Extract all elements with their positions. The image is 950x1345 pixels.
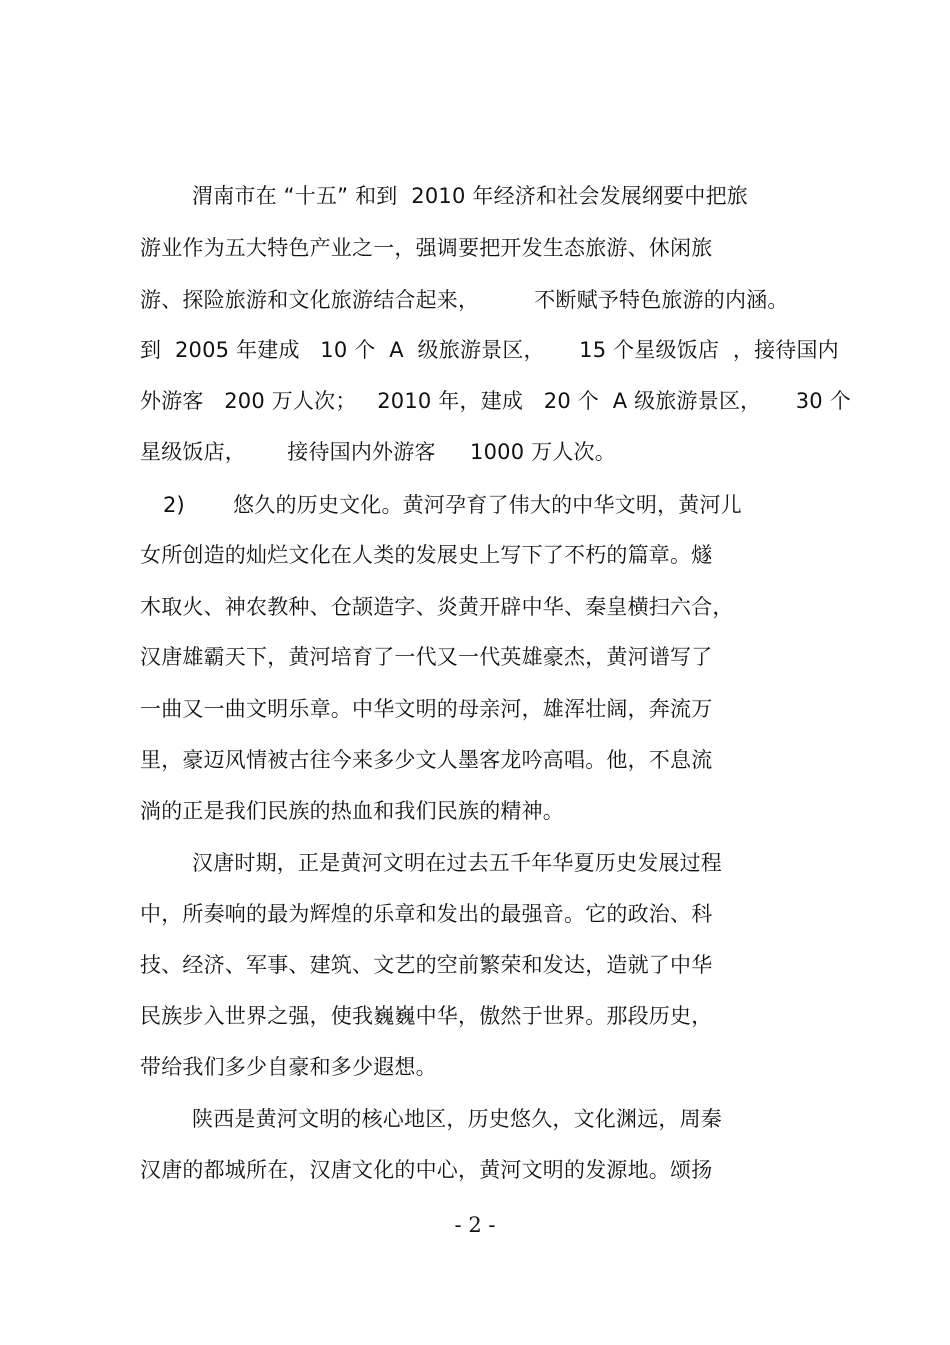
- text-line: 女所创造的灿烂文化在人类的发展史上写下了不朽的篇章。燧: [140, 543, 713, 567]
- text-line: 汉唐时期，正是黄河文明在过去五千年华夏历史发展过程: [192, 851, 722, 875]
- text-line: 游业作为五大特色产业之一，强调要把开发生态旅游、休闲旅: [140, 236, 713, 260]
- text-line: 到 2005 年建成 10 个 A 级旅游景区， 15 个星级饭店 ，接待国内: [140, 338, 839, 362]
- text-line: 陕西是黄河文明的核心地区，历史悠久，文化渊远，周秦: [192, 1107, 722, 1131]
- text-line: 渭南市在 “十五” 和到 2010 年经济和社会发展纲要中把旅: [192, 184, 748, 208]
- text-line: 带给我们多少自豪和多少遐想。: [140, 1055, 437, 1079]
- text-line: 外游客 200 万人次； 2010 年，建成 20 个 A 级旅游景区， 30 个: [140, 389, 851, 413]
- text-line: 民族步入世界之强，使我巍巍中华，傲然于世界。那段历史，: [140, 1004, 713, 1028]
- text-line: 汉唐雄霸天下，黄河培育了一代又一代英雄豪杰，黄河谱写了: [140, 645, 713, 669]
- text-line: 一曲又一曲文明乐章。中华文明的母亲河，雄浑壮阔，奔流万: [140, 697, 713, 721]
- page-number: - 2 -: [454, 1213, 496, 1237]
- text-line: 里，豪迈风情被古往今来多少文人墨客龙吟高唱。他，不息流: [140, 748, 713, 772]
- text-line: 木取火、神农教种、仓颉造字、炎黄开辟中华、秦皇横扫六合，: [140, 595, 734, 619]
- text-line: 汉唐的都城所在，汉唐文化的中心，黄河文明的发源地。颂扬: [140, 1158, 713, 1182]
- text-line: 2) 悠久的历史文化。黄河孕育了伟大的中华文明，黄河儿: [163, 493, 742, 517]
- text-line: 游、探险旅游和文化旅游结合起来， 不断赋予特色旅游的内涵。: [140, 288, 789, 312]
- text-line: 中，所奏响的最为辉煌的乐章和发出的最强音。它的政治、科: [140, 902, 713, 926]
- text-line: 技、经济、军事、建筑、文艺的空前繁荣和发达，造就了中华: [140, 953, 713, 977]
- text-line: 淌的正是我们民族的热血和我们民族的精神。: [140, 799, 564, 823]
- text-line: 星级饭店， 接待国内外游客 1000 万人次。: [140, 440, 616, 464]
